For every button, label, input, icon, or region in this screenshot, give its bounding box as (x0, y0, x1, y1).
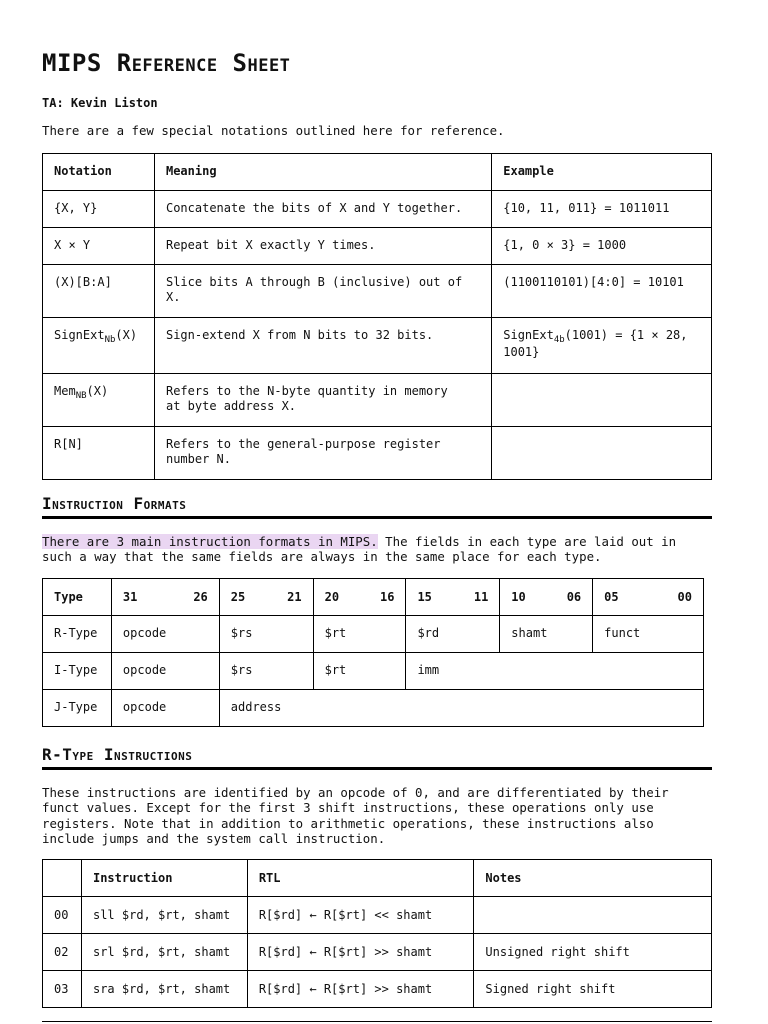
field-funct: funct (593, 616, 704, 653)
field-rs: $rs (219, 616, 313, 653)
ta-name: TA: Kevin Liston (42, 96, 158, 110)
header-type: Type (43, 579, 112, 616)
format-type: R-Type (43, 616, 112, 653)
bit-range-header (313, 579, 406, 616)
field-opcode: opcode (111, 653, 219, 690)
paragraph-line: These instructions are identified by an opcode of 0, and are differentiated by their (42, 785, 669, 800)
table-row (43, 427, 712, 480)
format-type: J-Type (43, 690, 112, 727)
rtype-instruction-table (42, 859, 712, 1008)
bit-hi: 10 (511, 590, 526, 604)
table-row (43, 934, 712, 971)
funct-code: 02 (43, 934, 82, 971)
meaning-line: Refers to the general-purpose register (165, 437, 441, 451)
instruction-notes: Unsigned right shift (474, 934, 712, 971)
field-rt: $rt (313, 616, 406, 653)
example-cell: (1100110101)[4:0] = 10101 (492, 265, 712, 318)
format-type: I-Type (43, 653, 112, 690)
table-row (43, 971, 712, 1008)
table-row (43, 318, 712, 374)
divider (42, 1021, 712, 1022)
meaning-line: number N. (165, 452, 231, 466)
table-header-row (43, 579, 704, 616)
header-code (43, 860, 82, 897)
example-subscript: 4b (553, 335, 565, 345)
instruction-notes: Signed right shift (474, 971, 712, 1008)
bit-hi: 05 (604, 590, 619, 604)
instruction-syntax: sra $rd, $rt, shamt (81, 971, 247, 1008)
bit-lo: 26 (193, 590, 208, 604)
instruction-rtl: R[$rd] ← R[$rt] >> shamt (247, 934, 474, 971)
meaning-cell (154, 265, 491, 318)
notation-base: SignExt (54, 328, 105, 342)
bit-lo: 06 (566, 590, 582, 604)
funct-code: 00 (43, 897, 82, 934)
paragraph-line: funct values. Except for the first 3 shift instructions, these operations only use (42, 800, 654, 816)
bit-range-header (111, 579, 219, 616)
example-cell (492, 374, 712, 427)
paragraph-line: registers. Note that in addition to arithmetic operations, these instructions also (42, 815, 654, 831)
bit-hi: 20 (324, 590, 340, 604)
instruction-rtl: R[$rd] ← R[$rt] << shamt (247, 897, 474, 934)
example-base: SignExt (503, 328, 554, 342)
notation-cell: R[N] (43, 427, 155, 480)
header-rtl: RTL (247, 860, 474, 897)
header-example: Example (492, 154, 712, 191)
header-meaning: Meaning (154, 154, 491, 191)
section-title: R-Type Instructions (42, 745, 193, 764)
table-row (43, 191, 712, 228)
instruction-format-table (42, 578, 704, 727)
table-row (43, 616, 704, 653)
header-instruction: Instruction (81, 860, 247, 897)
instruction-syntax: srl $rd, $rt, shamt (81, 934, 247, 971)
field-shamt: shamt (500, 616, 593, 653)
table-row (43, 653, 704, 690)
bit-range-header (406, 579, 500, 616)
bit-range-header (219, 579, 313, 616)
funct-code: 03 (43, 971, 82, 1008)
bit-lo: 16 (380, 590, 395, 604)
paragraph-text: The fields in each type are laid out in (377, 534, 677, 549)
bit-range-header (500, 579, 593, 616)
notation-cell (43, 318, 155, 374)
bit-hi: 31 (122, 590, 138, 604)
bit-lo: 21 (287, 590, 302, 604)
field-rt: $rt (313, 653, 406, 690)
meaning-line: X. (165, 290, 181, 304)
example-cell: {10, 11, 011} = 1011011 (492, 191, 712, 228)
meaning-cell: Concatenate the bits of X and Y together. (154, 191, 491, 228)
table-row (43, 897, 712, 934)
notation-tail: (X) (115, 328, 138, 342)
paragraph-line: include jumps and the system call instruction. (42, 830, 386, 846)
example-cell (492, 427, 712, 480)
header-notes: Notes (474, 860, 712, 897)
bit-range-header (593, 579, 704, 616)
header-notation: Notation (43, 154, 155, 191)
section-heading-rtype (42, 745, 712, 770)
section-title: Instruction Formats (42, 494, 187, 513)
instruction-rtl: R[$rd] ← R[$rt] >> shamt (247, 971, 474, 1008)
table-row (43, 228, 712, 265)
notation-base: Mem (54, 384, 76, 398)
notation-subscript: NB (75, 391, 87, 401)
table-row (43, 265, 712, 318)
meaning-cell: Repeat bit X exactly Y times. (154, 228, 491, 265)
field-opcode: opcode (111, 690, 219, 727)
notation-tail: (X) (86, 384, 109, 398)
notation-cell (43, 374, 155, 427)
example-cell (492, 318, 712, 374)
example-cell: {1, 0 × 3} = 1000 (492, 228, 712, 265)
intro-paragraph: There are a few special notations outlined here for reference. (42, 123, 505, 138)
field-rs: $rs (219, 653, 313, 690)
instruction-syntax: sll $rd, $rt, shamt (81, 897, 247, 934)
page-title: MIPS Reference Sheet (42, 49, 291, 77)
meaning-line: at byte address X. (165, 399, 297, 413)
notation-cell: (X)[B:A] (43, 265, 155, 318)
field-imm: imm (406, 653, 704, 690)
table-row (43, 690, 704, 727)
notation-table (42, 153, 712, 480)
meaning-line: Slice bits A through B (inclusive) out of (165, 275, 463, 289)
table-header-row (43, 860, 712, 897)
field-address: address (219, 690, 703, 727)
notation-cell: {X, Y} (43, 191, 155, 228)
table-row (43, 374, 712, 427)
meaning-cell (154, 374, 491, 427)
bit-hi: 25 (230, 590, 246, 604)
formats-paragraph (42, 534, 676, 565)
highlighted-text: There are 3 main instruction formats in MIPS. (42, 534, 378, 549)
instruction-notes (474, 897, 712, 934)
paragraph-text: such a way that the same fields are always in the same place for each type. (42, 549, 602, 565)
meaning-cell: Sign-extend X from N bits to 32 bits. (154, 318, 491, 374)
example-line (503, 328, 700, 343)
notation-subscript: Nb (104, 335, 116, 345)
meaning-line: Refers to the N-byte quantity in memory (165, 384, 448, 398)
bit-hi: 15 (417, 590, 432, 604)
table-header-row (43, 154, 712, 191)
meaning-cell (154, 427, 491, 480)
section-heading-formats (42, 494, 712, 519)
rtype-paragraph (42, 785, 669, 846)
bit-lo: 11 (473, 590, 489, 604)
notation-cell: X × Y (43, 228, 155, 265)
field-opcode: opcode (111, 616, 219, 653)
bit-lo: 00 (677, 590, 692, 604)
example-line: 1001} (503, 345, 540, 359)
field-rd: $rd (406, 616, 500, 653)
example-tail: (1001) = {1 × 28, (564, 328, 688, 342)
